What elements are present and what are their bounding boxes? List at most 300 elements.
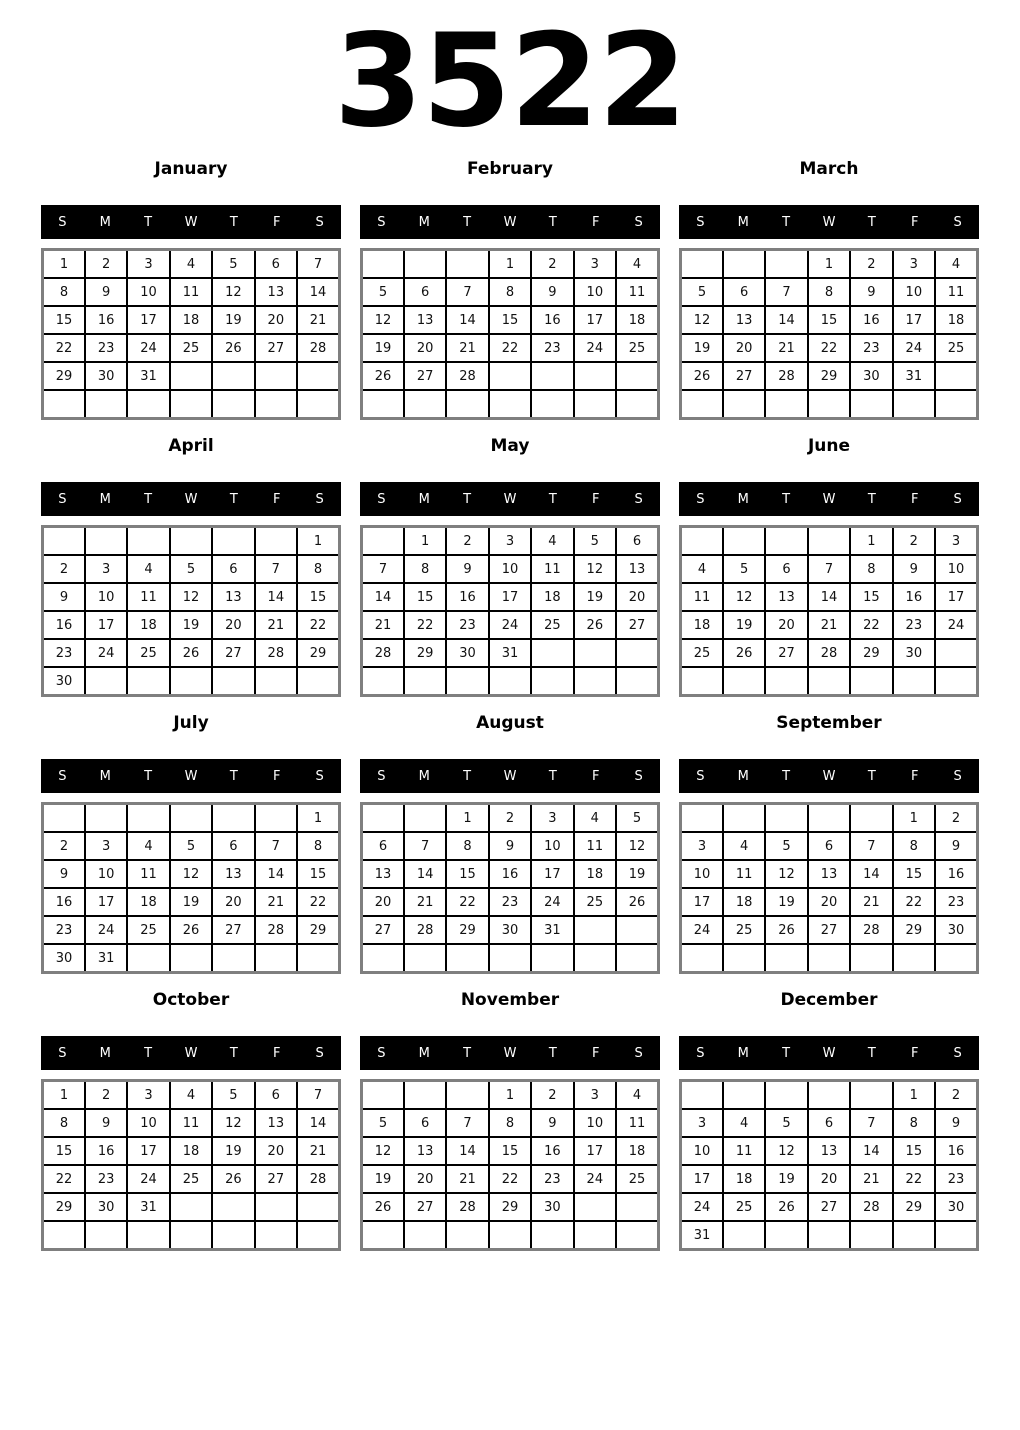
weekday-label: S <box>696 491 705 507</box>
day-cell: 9 <box>850 278 892 306</box>
day-cell: 5 <box>362 278 404 306</box>
empty-day-cell <box>616 667 658 696</box>
day-cell: 27 <box>808 1193 850 1221</box>
day-cell: 23 <box>446 611 488 639</box>
empty-day-cell <box>255 1193 297 1221</box>
day-cell: 20 <box>404 1165 446 1193</box>
empty-day-cell <box>574 362 616 390</box>
month-title: October <box>152 990 230 1010</box>
day-cell: 5 <box>574 527 616 556</box>
day-cell: 21 <box>446 334 488 362</box>
month-grid <box>679 802 979 974</box>
day-cell: 20 <box>765 611 807 639</box>
weekday-label: W <box>184 1045 198 1061</box>
week-row <box>681 1109 978 1137</box>
day-cell: 7 <box>446 278 488 306</box>
weekday-label: M <box>418 1045 430 1061</box>
day-cell: 17 <box>127 306 169 334</box>
day-cell: 26 <box>362 1193 404 1221</box>
week-row <box>362 527 659 556</box>
empty-day-cell <box>850 667 892 696</box>
weekday-label: S <box>58 491 67 507</box>
empty-day-cell <box>362 1221 404 1250</box>
day-cell: 29 <box>446 916 488 944</box>
empty-day-cell <box>297 1193 339 1221</box>
weekday-label: T <box>463 491 472 507</box>
day-cell: 7 <box>808 555 850 583</box>
months-grid <box>0 158 1020 1266</box>
day-cell: 31 <box>85 944 127 973</box>
day-cell: 4 <box>616 250 658 279</box>
empty-day-cell <box>297 667 339 696</box>
weekday-label: S <box>953 768 962 784</box>
day-cell: 17 <box>85 888 127 916</box>
weekday-label: T <box>867 768 876 784</box>
day-cell: 11 <box>574 832 616 860</box>
empty-day-cell <box>574 667 616 696</box>
weekday-label: T <box>229 768 238 784</box>
day-cell: 6 <box>255 1081 297 1110</box>
day-cell: 25 <box>935 334 977 362</box>
day-cell: 3 <box>127 250 169 279</box>
day-cell: 5 <box>723 555 765 583</box>
week-row <box>362 804 659 833</box>
week-row <box>681 667 978 696</box>
week-row <box>362 888 659 916</box>
day-cell: 16 <box>935 860 977 888</box>
weekday-header <box>679 482 979 516</box>
empty-day-cell <box>681 250 723 279</box>
day-cell: 15 <box>404 583 446 611</box>
day-cell: 1 <box>808 250 850 279</box>
day-cell: 27 <box>616 611 658 639</box>
day-cell: 7 <box>765 278 807 306</box>
day-cell: 12 <box>681 306 723 334</box>
weekday-label: S <box>377 768 386 784</box>
day-cell: 23 <box>850 334 892 362</box>
empty-day-cell <box>170 804 212 833</box>
month-july <box>41 712 341 974</box>
day-cell: 9 <box>85 278 127 306</box>
day-cell: 5 <box>212 1081 254 1110</box>
weekday-header <box>360 482 660 516</box>
day-cell: 6 <box>404 1109 446 1137</box>
day-cell: 16 <box>893 583 935 611</box>
empty-day-cell <box>808 1081 850 1110</box>
week-row <box>43 555 340 583</box>
day-cell: 17 <box>574 1137 616 1165</box>
empty-day-cell <box>255 527 297 556</box>
day-cell: 23 <box>85 334 127 362</box>
day-cell: 12 <box>723 583 765 611</box>
week-row <box>681 832 978 860</box>
day-cell: 3 <box>489 527 531 556</box>
day-cell: 7 <box>850 832 892 860</box>
weekday-header <box>360 1036 660 1070</box>
day-cell: 7 <box>297 250 339 279</box>
day-cell: 8 <box>446 832 488 860</box>
day-cell: 12 <box>765 860 807 888</box>
weekday-label: W <box>503 768 517 784</box>
week-row <box>43 611 340 639</box>
empty-day-cell <box>85 667 127 696</box>
weekday-label: T <box>463 768 472 784</box>
day-cell: 29 <box>808 362 850 390</box>
day-cell: 24 <box>531 888 573 916</box>
weekday-header <box>41 205 341 239</box>
day-cell: 25 <box>531 611 573 639</box>
weekday-label: T <box>782 491 791 507</box>
day-cell: 14 <box>446 1137 488 1165</box>
day-cell: 7 <box>297 1081 339 1110</box>
week-row <box>43 583 340 611</box>
week-row <box>362 832 659 860</box>
empty-day-cell <box>935 1221 977 1250</box>
day-cell: 6 <box>255 250 297 279</box>
week-row <box>681 278 978 306</box>
day-cell: 23 <box>531 334 573 362</box>
day-cell: 11 <box>127 583 169 611</box>
day-cell: 3 <box>893 250 935 279</box>
empty-day-cell <box>212 667 254 696</box>
day-cell: 12 <box>362 306 404 334</box>
day-cell: 12 <box>765 1137 807 1165</box>
day-cell: 10 <box>574 1109 616 1137</box>
day-cell: 17 <box>681 888 723 916</box>
empty-day-cell <box>723 1081 765 1110</box>
day-cell: 26 <box>681 362 723 390</box>
day-cell: 24 <box>574 334 616 362</box>
day-cell: 11 <box>170 278 212 306</box>
day-cell: 2 <box>85 250 127 279</box>
day-cell: 6 <box>808 1109 850 1137</box>
weekday-label: W <box>503 214 517 230</box>
empty-day-cell <box>681 527 723 556</box>
week-row <box>362 362 659 390</box>
empty-day-cell <box>893 1221 935 1250</box>
day-cell: 16 <box>935 1137 977 1165</box>
day-cell: 13 <box>255 1109 297 1137</box>
weekday-label: S <box>634 1045 643 1061</box>
empty-day-cell <box>85 1221 127 1250</box>
day-cell: 14 <box>297 1109 339 1137</box>
day-cell: 2 <box>85 1081 127 1110</box>
day-cell: 14 <box>404 860 446 888</box>
day-cell: 3 <box>574 250 616 279</box>
empty-day-cell <box>446 1221 488 1250</box>
day-cell: 24 <box>681 1193 723 1221</box>
empty-day-cell <box>850 804 892 833</box>
weekday-label: M <box>418 491 430 507</box>
day-cell: 17 <box>127 1137 169 1165</box>
day-cell: 3 <box>127 1081 169 1110</box>
day-cell: 1 <box>43 1081 85 1110</box>
day-cell: 21 <box>255 888 297 916</box>
empty-day-cell <box>723 250 765 279</box>
day-cell: 6 <box>723 278 765 306</box>
week-row <box>43 832 340 860</box>
day-cell: 24 <box>574 1165 616 1193</box>
day-cell: 20 <box>255 1137 297 1165</box>
weekday-label: M <box>737 214 749 230</box>
weekday-label: S <box>696 768 705 784</box>
day-cell: 29 <box>489 1193 531 1221</box>
empty-day-cell <box>765 1081 807 1110</box>
weekday-label: F <box>272 491 281 507</box>
day-cell: 16 <box>43 888 85 916</box>
day-cell: 25 <box>574 888 616 916</box>
day-cell: 14 <box>850 860 892 888</box>
empty-day-cell <box>170 667 212 696</box>
weekday-label: T <box>229 1045 238 1061</box>
week-row <box>681 527 978 556</box>
month-august <box>360 712 660 974</box>
empty-day-cell <box>446 944 488 973</box>
day-cell: 28 <box>297 334 339 362</box>
empty-day-cell <box>808 804 850 833</box>
day-cell: 31 <box>681 1221 723 1250</box>
day-cell: 4 <box>170 250 212 279</box>
day-cell: 3 <box>935 527 977 556</box>
week-row <box>681 1193 978 1221</box>
empty-day-cell <box>43 527 85 556</box>
day-cell: 22 <box>43 334 85 362</box>
day-cell: 23 <box>43 639 85 667</box>
month-title: September <box>776 713 882 733</box>
week-row <box>362 860 659 888</box>
empty-day-cell <box>127 667 169 696</box>
empty-day-cell <box>935 639 977 667</box>
weekday-label: M <box>418 768 430 784</box>
month-june <box>679 435 979 697</box>
day-cell: 10 <box>935 555 977 583</box>
day-cell: 13 <box>404 1137 446 1165</box>
empty-day-cell <box>574 1221 616 1250</box>
day-cell: 19 <box>681 334 723 362</box>
week-row <box>362 639 659 667</box>
day-cell: 15 <box>850 583 892 611</box>
month-october <box>41 989 341 1251</box>
week-row <box>43 278 340 306</box>
week-row <box>43 888 340 916</box>
weekday-label: M <box>99 491 111 507</box>
day-cell: 20 <box>808 1165 850 1193</box>
day-cell: 15 <box>893 860 935 888</box>
empty-day-cell <box>531 362 573 390</box>
empty-day-cell <box>723 944 765 973</box>
empty-day-cell <box>170 944 212 973</box>
day-cell: 1 <box>893 1081 935 1110</box>
day-cell: 20 <box>212 611 254 639</box>
week-row <box>362 944 659 973</box>
empty-day-cell <box>574 1193 616 1221</box>
day-cell: 28 <box>808 639 850 667</box>
weekday-label: T <box>144 491 153 507</box>
empty-day-cell <box>616 390 658 419</box>
week-row <box>681 639 978 667</box>
day-cell: 5 <box>170 832 212 860</box>
day-cell: 30 <box>850 362 892 390</box>
day-cell: 8 <box>850 555 892 583</box>
empty-day-cell <box>765 527 807 556</box>
week-row <box>43 1081 340 1110</box>
weekday-label: W <box>822 491 836 507</box>
week-row <box>362 583 659 611</box>
day-cell: 6 <box>765 555 807 583</box>
empty-day-cell <box>404 390 446 419</box>
day-cell: 15 <box>808 306 850 334</box>
day-cell: 1 <box>489 250 531 279</box>
day-cell: 16 <box>85 306 127 334</box>
day-cell: 21 <box>765 334 807 362</box>
weekday-label: T <box>463 1045 472 1061</box>
day-cell: 12 <box>170 583 212 611</box>
weekday-label: W <box>184 491 198 507</box>
empty-day-cell <box>127 804 169 833</box>
empty-day-cell <box>404 1081 446 1110</box>
month-january <box>41 158 341 420</box>
week-row <box>43 944 340 973</box>
weekday-label: F <box>591 1045 600 1061</box>
weekday-label: T <box>144 1045 153 1061</box>
week-row <box>43 362 340 390</box>
weekday-label: F <box>910 768 919 784</box>
week-row <box>681 916 978 944</box>
day-cell: 19 <box>362 334 404 362</box>
week-row <box>43 390 340 419</box>
day-cell: 2 <box>935 804 977 833</box>
day-cell: 19 <box>765 888 807 916</box>
day-cell: 20 <box>404 334 446 362</box>
day-cell: 8 <box>489 278 531 306</box>
day-cell: 12 <box>170 860 212 888</box>
day-cell: 24 <box>85 916 127 944</box>
day-cell: 22 <box>43 1165 85 1193</box>
day-cell: 8 <box>893 1109 935 1137</box>
day-cell: 24 <box>893 334 935 362</box>
day-cell: 1 <box>850 527 892 556</box>
day-cell: 25 <box>681 639 723 667</box>
day-cell: 27 <box>212 639 254 667</box>
day-cell: 29 <box>850 639 892 667</box>
weekday-label: W <box>184 214 198 230</box>
empty-day-cell <box>212 1193 254 1221</box>
month-december <box>679 989 979 1251</box>
day-cell: 1 <box>43 250 85 279</box>
weekday-label: W <box>822 1045 836 1061</box>
empty-day-cell <box>808 944 850 973</box>
day-cell: 8 <box>297 555 339 583</box>
day-cell: 22 <box>446 888 488 916</box>
day-cell: 26 <box>212 1165 254 1193</box>
weekday-label: T <box>229 491 238 507</box>
empty-day-cell <box>170 390 212 419</box>
day-cell: 8 <box>808 278 850 306</box>
day-cell: 4 <box>681 555 723 583</box>
week-row <box>681 362 978 390</box>
day-cell: 15 <box>297 860 339 888</box>
month-march <box>679 158 979 420</box>
empty-day-cell <box>43 390 85 419</box>
day-cell: 31 <box>893 362 935 390</box>
week-row <box>681 888 978 916</box>
day-cell: 13 <box>212 860 254 888</box>
day-cell: 12 <box>362 1137 404 1165</box>
day-cell: 16 <box>446 583 488 611</box>
day-cell: 2 <box>531 250 573 279</box>
empty-day-cell <box>255 804 297 833</box>
weekday-header <box>360 759 660 793</box>
day-cell: 20 <box>255 306 297 334</box>
day-cell: 20 <box>723 334 765 362</box>
day-cell: 1 <box>404 527 446 556</box>
day-cell: 23 <box>935 888 977 916</box>
day-cell: 13 <box>765 583 807 611</box>
empty-day-cell <box>893 944 935 973</box>
empty-day-cell <box>127 1221 169 1250</box>
day-cell: 16 <box>850 306 892 334</box>
day-cell: 26 <box>170 916 212 944</box>
empty-day-cell <box>616 916 658 944</box>
day-cell: 25 <box>723 1193 765 1221</box>
day-cell: 19 <box>170 611 212 639</box>
day-cell: 17 <box>85 611 127 639</box>
day-cell: 20 <box>362 888 404 916</box>
week-row <box>43 527 340 556</box>
empty-day-cell <box>723 667 765 696</box>
empty-day-cell <box>170 1193 212 1221</box>
day-cell: 3 <box>681 832 723 860</box>
day-cell: 14 <box>362 583 404 611</box>
week-row <box>362 1081 659 1110</box>
day-cell: 16 <box>531 1137 573 1165</box>
day-cell: 28 <box>850 916 892 944</box>
empty-day-cell <box>212 804 254 833</box>
week-row <box>43 250 340 279</box>
weekday-label: T <box>867 491 876 507</box>
empty-day-cell <box>681 667 723 696</box>
empty-day-cell <box>212 1221 254 1250</box>
week-row <box>681 390 978 419</box>
weekday-label: T <box>867 214 876 230</box>
day-cell: 30 <box>85 362 127 390</box>
day-cell: 19 <box>723 611 765 639</box>
empty-day-cell <box>935 667 977 696</box>
empty-day-cell <box>574 916 616 944</box>
empty-day-cell <box>212 362 254 390</box>
empty-day-cell <box>765 944 807 973</box>
day-cell: 23 <box>893 611 935 639</box>
weekday-label: M <box>99 1045 111 1061</box>
empty-day-cell <box>765 390 807 419</box>
weekday-label: M <box>99 214 111 230</box>
day-cell: 4 <box>616 1081 658 1110</box>
empty-day-cell <box>362 1081 404 1110</box>
empty-day-cell <box>808 527 850 556</box>
day-cell: 31 <box>127 1193 169 1221</box>
weekday-label: S <box>953 214 962 230</box>
day-cell: 6 <box>362 832 404 860</box>
day-cell: 22 <box>850 611 892 639</box>
day-cell: 15 <box>489 306 531 334</box>
week-row <box>681 1137 978 1165</box>
day-cell: 25 <box>170 1165 212 1193</box>
day-cell: 25 <box>127 639 169 667</box>
empty-day-cell <box>404 944 446 973</box>
weekday-label: S <box>58 768 67 784</box>
weekday-label: F <box>910 491 919 507</box>
weekday-header <box>41 482 341 516</box>
